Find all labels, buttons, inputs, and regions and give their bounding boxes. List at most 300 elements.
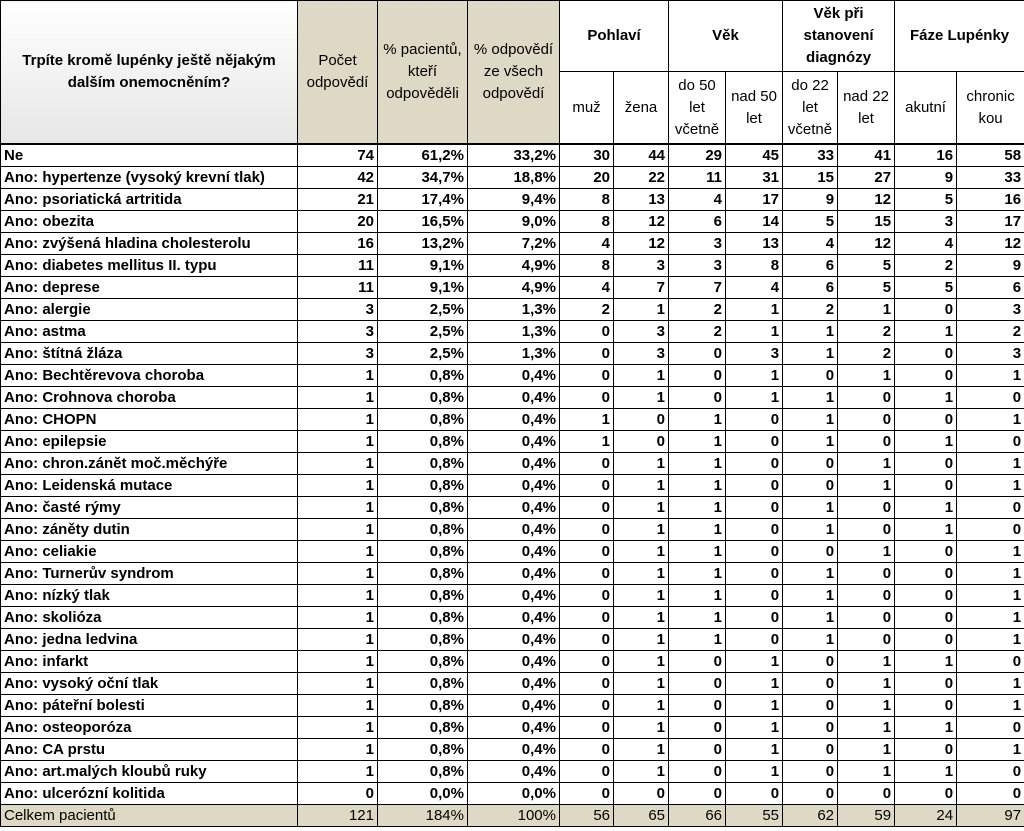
table-row [1,321,1024,343]
table-cell: 3 [298,299,378,321]
table-cell: 0 [669,651,726,673]
total-cell: 97 [957,805,1024,827]
table-cell: 0 [669,365,726,387]
table-cell: 0 [726,475,783,497]
table-cell: 0,4% [468,607,560,629]
table-cell: 42 [298,167,378,189]
table-cell: 1 [614,541,669,563]
table-cell: 3 [957,299,1024,321]
table-cell: 4 [560,233,614,255]
table-cell: 1 [614,365,669,387]
table-cell: 1 [298,585,378,607]
table-cell: 1 [614,387,669,409]
table-cell: 1 [783,321,838,343]
table-row [1,277,1024,299]
table-cell: 1 [957,475,1024,497]
table-cell: 0,4% [468,717,560,739]
table-cell: 1 [895,497,957,519]
table-cell: 8 [560,189,614,211]
table-cell: 0 [895,739,957,761]
row-label: Ano: Crohnova choroba [1,387,298,409]
table-row [1,211,1024,233]
row-label: Ano: záněty dutin [1,519,298,541]
phase-group-header: Fáze Lupénky [895,1,1024,72]
table-cell: 0,8% [378,695,468,717]
table-cell: 3 [895,211,957,233]
table-cell: 0 [726,585,783,607]
table-cell: 1 [726,761,783,783]
table-cell: 1 [838,761,895,783]
table-cell: 44 [614,144,669,167]
table-cell: 1 [726,387,783,409]
table-cell: 1 [895,519,957,541]
table-cell: 0 [895,585,957,607]
table-cell: 16 [298,233,378,255]
table-cell: 0,4% [468,651,560,673]
count-header: Počet odpovědí [298,1,378,145]
table-cell: 0 [669,695,726,717]
table-cell: 17,4% [378,189,468,211]
table-row [1,233,1024,255]
table-cell: 2 [838,321,895,343]
table-cell: 2,5% [378,321,468,343]
table-cell: 3 [614,343,669,365]
table-row [1,189,1024,211]
table-cell: 1 [783,629,838,651]
table-cell: 0 [560,321,614,343]
table-cell: 1 [614,739,669,761]
table-cell: 0 [895,365,957,387]
table-cell: 1 [614,761,669,783]
table-cell: 0 [838,607,895,629]
table-cell: 9 [957,255,1024,277]
table-cell: 0 [783,761,838,783]
table-cell: 0 [838,563,895,585]
table-cell: 0 [895,409,957,431]
table-row [1,365,1024,387]
table-cell: 1,3% [468,321,560,343]
table-row [1,563,1024,585]
table-cell: 1 [838,695,895,717]
table-cell: 0 [669,761,726,783]
table-cell: 1 [726,651,783,673]
table-cell: 0 [783,453,838,475]
table-cell: 13 [614,189,669,211]
table-cell: 33 [783,144,838,167]
table-cell: 3 [614,255,669,277]
table-cell: 22 [614,167,669,189]
table-row [1,409,1024,431]
table-cell: 1 [957,563,1024,585]
table-cell: 2 [895,255,957,277]
table-cell: 1 [669,607,726,629]
table-cell: 2 [957,321,1024,343]
table-cell: 7 [614,277,669,299]
table-cell: 0 [560,387,614,409]
table-cell: 0 [726,629,783,651]
table-cell: 4 [560,277,614,299]
table-cell: 1 [957,739,1024,761]
table-cell: 3 [957,343,1024,365]
table-row [1,761,1024,783]
row-label: Ano: psoriatická artritida [1,189,298,211]
table-cell: 0 [783,717,838,739]
table-cell: 0,4% [468,761,560,783]
table-cell: 1 [614,475,669,497]
table-cell: 0 [895,541,957,563]
table-cell: 3 [298,343,378,365]
pct-answers-header: % odpovědí ze všech odpovědí [468,1,560,145]
table-cell: 1 [298,563,378,585]
table-cell: 8 [560,255,614,277]
table-cell: 1 [726,673,783,695]
table-cell: 0,4% [468,673,560,695]
table-cell: 1 [895,321,957,343]
table-cell: 0,0% [378,783,468,805]
table-cell: 9,1% [378,277,468,299]
table-cell: 45 [726,144,783,167]
table-cell: 16 [957,189,1024,211]
table-cell: 1 [838,299,895,321]
table-cell: 1,3% [468,343,560,365]
table-cell: 1 [614,607,669,629]
row-label: Ne [1,144,298,167]
table-cell: 1 [298,673,378,695]
sex-group-header: Pohlaví [560,1,669,72]
row-label: Ano: hypertenze (vysoký krevní tlak) [1,167,298,189]
table-cell: 0 [560,563,614,585]
table-cell: 0 [783,651,838,673]
table-cell: 33,2% [468,144,560,167]
table-row [1,585,1024,607]
table-cell: 0 [726,453,783,475]
row-label: Ano: astma [1,321,298,343]
table-cell: 0,0% [468,783,560,805]
table-cell: 1 [895,761,957,783]
table-cell: 14 [726,211,783,233]
table-cell: 0 [783,365,838,387]
table-cell: 1 [669,563,726,585]
table-cell: 1 [669,497,726,519]
table-cell: 1 [298,651,378,673]
table-cell: 0 [560,541,614,563]
table-cell: 7 [669,277,726,299]
table-cell: 27 [838,167,895,189]
table-cell: 1 [895,431,957,453]
table-cell: 12 [614,233,669,255]
table-cell: 1 [298,409,378,431]
table-cell: 1 [298,475,378,497]
table-cell: 1 [298,739,378,761]
table-cell: 1 [838,365,895,387]
table-cell: 1 [298,365,378,387]
table-cell: 1 [783,431,838,453]
total-cell: 66 [669,805,726,827]
table-cell: 4 [895,233,957,255]
question-header: Trpíte kromě lupénky ještě nějakým dalším onemocněním? [1,1,298,145]
table-cell: 20 [560,167,614,189]
table-cell: 12 [838,233,895,255]
table-cell: 4,9% [468,255,560,277]
table-row [1,167,1024,189]
table-cell: 1 [560,431,614,453]
table-cell: 0 [838,409,895,431]
table-cell: 17 [726,189,783,211]
table-cell: 0,4% [468,585,560,607]
row-label: Ano: diabetes mellitus II. typu [1,255,298,277]
table-cell: 0 [560,585,614,607]
table-cell: 4 [783,233,838,255]
row-label: Ano: alergie [1,299,298,321]
table-cell: 1 [957,607,1024,629]
table-cell: 0 [783,475,838,497]
total-cell: 121 [298,805,378,827]
table-row [1,651,1024,673]
table-cell: 4 [669,189,726,211]
table-cell: 1 [957,453,1024,475]
table-cell: 0 [560,783,614,805]
total-cell: 59 [838,805,895,827]
table-cell: 1 [669,519,726,541]
table-cell: 0 [560,651,614,673]
table-cell: 1 [298,541,378,563]
row-label: Ano: CA prstu [1,739,298,761]
table-cell: 4,9% [468,277,560,299]
table-cell: 3 [726,343,783,365]
table-cell: 1 [726,739,783,761]
table-cell: 3 [669,255,726,277]
table-cell: 1 [669,453,726,475]
table-cell: 1 [838,717,895,739]
table-cell: 0,8% [378,673,468,695]
table-cell: 0,8% [378,475,468,497]
table-cell: 1,3% [468,299,560,321]
table-row [1,431,1024,453]
table-cell: 0,8% [378,541,468,563]
table-cell: 0 [895,453,957,475]
table-cell: 1 [614,717,669,739]
table-cell: 9,1% [378,255,468,277]
table-cell: 6 [957,277,1024,299]
table-cell: 0 [783,673,838,695]
table-cell: 1 [298,717,378,739]
table-cell: 0 [726,519,783,541]
table-cell: 1 [298,387,378,409]
table-cell: 0 [669,343,726,365]
table-cell: 2,5% [378,343,468,365]
age-to50-header: do 50 let včetně [669,72,726,145]
total-row [1,805,1024,827]
table-cell: 11 [298,277,378,299]
table-cell: 1 [669,541,726,563]
table-cell: 0,8% [378,651,468,673]
table-cell: 1 [298,453,378,475]
age-diag-group-header: Věk při stanovení diagnózy [783,1,895,72]
table-cell: 0 [560,453,614,475]
table-cell: 1 [614,563,669,585]
table-cell: 11 [298,255,378,277]
table-cell: 1 [838,673,895,695]
chronic-header: chronic kou [957,72,1024,145]
table-cell: 0 [957,783,1024,805]
table-cell: 5 [783,211,838,233]
table-cell: 9,4% [468,189,560,211]
row-label: Ano: infarkt [1,651,298,673]
table-cell: 0,4% [468,629,560,651]
row-label: Ano: zvýšená hladina cholesterolu [1,233,298,255]
table-body [1,144,1024,805]
table-row [1,144,1024,167]
table-cell: 9 [895,167,957,189]
table-cell: 0,8% [378,497,468,519]
table-cell: 0,8% [378,431,468,453]
row-label: Ano: art.malých kloubů ruky [1,761,298,783]
table-cell: 1 [726,321,783,343]
table-cell: 1 [783,585,838,607]
table-cell: 0,8% [378,585,468,607]
row-label: Ano: Turnerův syndrom [1,563,298,585]
table-cell: 0,4% [468,739,560,761]
row-label: Ano: časté rýmy [1,497,298,519]
table-cell: 1 [614,629,669,651]
table-cell: 1 [726,695,783,717]
table-cell: 1 [298,519,378,541]
table-cell: 1 [895,387,957,409]
table-cell: 0 [726,541,783,563]
table-cell: 1 [614,497,669,519]
table-cell: 0 [669,387,726,409]
table-cell: 0 [838,431,895,453]
row-label: Ano: nízký tlak [1,585,298,607]
table-cell: 0,4% [468,387,560,409]
total-cell: 184% [378,805,468,827]
table-cell: 30 [560,144,614,167]
table-cell: 1 [838,453,895,475]
table-cell: 1 [614,651,669,673]
table-cell: 2 [783,299,838,321]
table-cell: 0 [669,783,726,805]
table-cell: 0,4% [468,541,560,563]
row-label: Ano: obezita [1,211,298,233]
table-cell: 3 [669,233,726,255]
table-cell: 1 [783,497,838,519]
table-cell: 0 [895,607,957,629]
table-cell: 1 [669,475,726,497]
table-cell: 1 [957,629,1024,651]
table-cell: 61,2% [378,144,468,167]
table-cell: 0,4% [468,431,560,453]
table-cell: 0 [560,673,614,695]
table-cell: 2 [838,343,895,365]
row-label: Ano: páteřní bolesti [1,695,298,717]
diag-over22-header: nad 22 let [838,72,895,145]
total-cell: 56 [560,805,614,827]
table-row [1,475,1024,497]
table-cell: 16 [895,144,957,167]
table-cell: 0,8% [378,453,468,475]
table-cell: 0,8% [378,563,468,585]
table-cell: 0 [783,541,838,563]
table-cell: 0 [726,497,783,519]
table-cell: 0,8% [378,387,468,409]
table-cell: 0 [614,409,669,431]
table-cell: 1 [838,475,895,497]
row-label: Ano: Bechtěrevova choroba [1,365,298,387]
table-cell: 0 [614,783,669,805]
table-row [1,299,1024,321]
table-cell: 1 [614,585,669,607]
table-cell: 0 [669,739,726,761]
table-cell: 0 [560,607,614,629]
row-label: Ano: deprese [1,277,298,299]
table-cell: 0,8% [378,365,468,387]
table-cell: 41 [838,144,895,167]
table-cell: 6 [783,255,838,277]
table-cell: 13,2% [378,233,468,255]
table-row [1,695,1024,717]
row-label: Ano: epilepsie [1,431,298,453]
table-cell: 0 [895,629,957,651]
table-cell: 5 [838,255,895,277]
total-cell: 62 [783,805,838,827]
table-row [1,607,1024,629]
table-cell: 0,8% [378,629,468,651]
table-cell: 1 [726,717,783,739]
male-header: muž [560,72,614,145]
table-cell: 0 [957,761,1024,783]
table-cell: 1 [298,695,378,717]
table-cell: 1 [838,651,895,673]
table-cell: 21 [298,189,378,211]
table-cell: 1 [669,629,726,651]
total-cell: 65 [614,805,669,827]
row-label: Ano: CHOPN [1,409,298,431]
table-cell: 7,2% [468,233,560,255]
table-cell: 12 [957,233,1024,255]
table-cell: 1 [298,629,378,651]
pct-patients-header: % pacientů, kteří odpověděli [378,1,468,145]
table-cell: 0 [560,519,614,541]
table-cell: 1 [783,409,838,431]
table-cell: 2 [669,299,726,321]
table-cell: 0,4% [468,519,560,541]
table-cell: 0,4% [468,563,560,585]
table-cell: 0 [895,343,957,365]
table-cell: 0,4% [468,695,560,717]
table-cell: 29 [669,144,726,167]
table-cell: 0 [783,783,838,805]
table-cell: 0 [895,695,957,717]
table-cell: 74 [298,144,378,167]
table-cell: 0 [560,365,614,387]
table-cell: 8 [726,255,783,277]
table-cell: 1 [957,409,1024,431]
table-cell: 1 [783,343,838,365]
table-cell: 0 [560,343,614,365]
table-cell: 6 [783,277,838,299]
table-cell: 17 [957,211,1024,233]
table-row [1,673,1024,695]
table-cell: 18,8% [468,167,560,189]
table-cell: 1 [669,431,726,453]
table-cell: 0,8% [378,739,468,761]
table-row [1,387,1024,409]
total-label: Celkem pacientů [1,805,298,827]
table-cell: 1 [614,519,669,541]
table-cell: 0 [560,739,614,761]
table-cell: 1 [614,695,669,717]
table-cell: 1 [895,651,957,673]
